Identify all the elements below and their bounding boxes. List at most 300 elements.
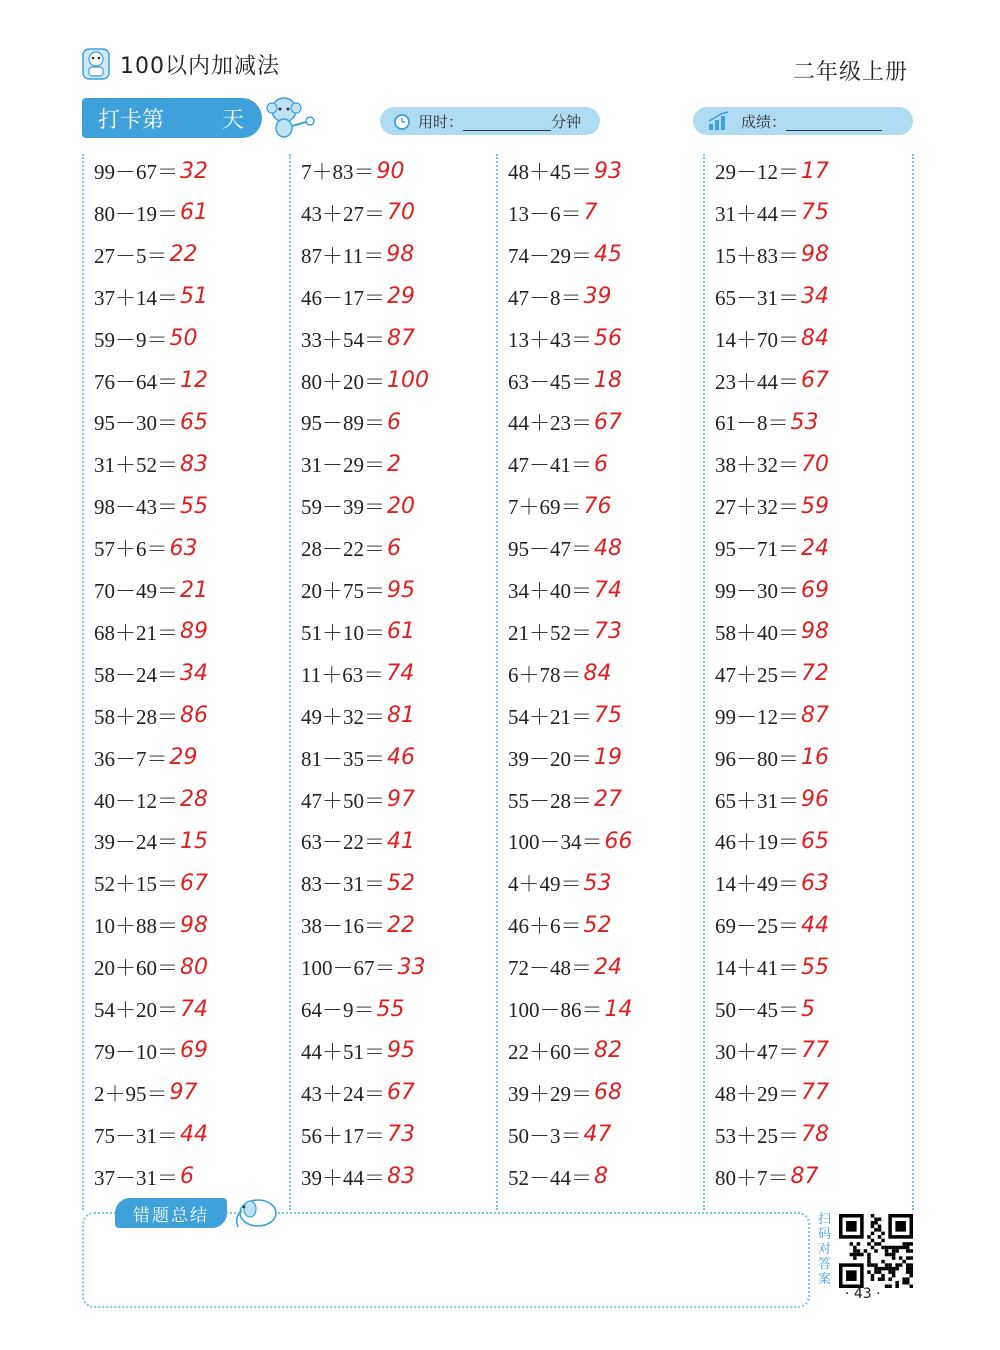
handwritten-answer: 39 (583, 284, 612, 310)
equation: 56＋17＝ (301, 1123, 385, 1148)
problem-row (94, 150, 208, 192)
equation: 59－9＝ (94, 327, 168, 352)
equation: 58＋40＝ (715, 620, 799, 645)
equation: 47－8＝ (508, 285, 582, 310)
grade-label: 二年级上册 (792, 60, 908, 85)
handwritten-answer: 41 (387, 828, 415, 854)
handwritten-answer: 82 (594, 1038, 622, 1064)
handwritten-answer: 28 (180, 787, 208, 812)
equation: 75－31＝ (94, 1123, 178, 1148)
handwritten-answer: 74 (594, 577, 622, 603)
handwritten-answer: 55 (376, 996, 405, 1022)
problem-row (301, 569, 415, 611)
handwritten-answer: 98 (801, 619, 829, 645)
handwritten-answer: 63 (801, 870, 829, 896)
equation: 59－39＝ (301, 495, 385, 520)
equation: 33＋54＝ (301, 327, 385, 352)
handwritten-answer: 50 (169, 326, 198, 352)
problem-row (94, 779, 208, 821)
problem-row (508, 401, 622, 443)
handwritten-answer: 22 (169, 242, 198, 268)
equation: 50－3＝ (508, 1123, 582, 1148)
column-divider (289, 154, 291, 1210)
problem-row (508, 485, 612, 527)
problem-row (508, 569, 622, 611)
equation: 2＋95＝ (94, 1081, 168, 1106)
equation: 87＋11＝ (301, 243, 385, 268)
handwritten-answer: 44 (801, 912, 829, 938)
equation: 44＋23＝ (508, 411, 592, 436)
equation: 54＋21＝ (508, 704, 592, 729)
problem-row (715, 569, 829, 611)
handwritten-answer: 73 (594, 619, 622, 645)
problem-row (715, 360, 829, 402)
problem-row (94, 737, 198, 779)
handwritten-answer: 87 (801, 703, 829, 729)
handwritten-answer: 2 (387, 451, 401, 477)
handwritten-answer: 80 (180, 954, 208, 980)
equation: 37＋14＝ (94, 285, 178, 310)
problem-row (94, 862, 208, 904)
equation: 7＋83＝ (301, 160, 375, 184)
handwritten-answer: 67 (801, 368, 829, 393)
problem-row (715, 904, 829, 946)
equation: 100－34＝ (508, 830, 603, 855)
problem-row (508, 779, 622, 821)
problem-row (301, 443, 401, 485)
equation: 13－6＝ (508, 201, 582, 226)
equation: 46＋6＝ (508, 914, 582, 939)
column-divider (82, 154, 84, 1210)
problem-row (508, 611, 622, 653)
equation: 11＋63＝ (301, 662, 385, 687)
equation: 21＋52＝ (508, 620, 592, 645)
equation: 83－31＝ (301, 872, 385, 897)
handwritten-answer: 47 (583, 1122, 612, 1148)
checkin-banner (82, 98, 262, 138)
equation: 22＋60＝ (508, 1039, 592, 1064)
handwritten-answer: 98 (180, 912, 208, 938)
handwritten-answer: 65 (180, 409, 208, 435)
time-blank[interactable] (463, 112, 551, 131)
problem-row (715, 779, 829, 821)
equation: 57＋6＝ (94, 537, 168, 562)
problem-row (508, 988, 633, 1030)
problem-row (508, 904, 612, 946)
handwritten-answer: 87 (387, 326, 415, 352)
handwritten-answer: 6 (594, 451, 608, 477)
equation: 39－20＝ (508, 746, 592, 771)
handwritten-answer: 75 (801, 200, 829, 226)
equation: 95－71＝ (715, 537, 799, 562)
problem-grid (82, 150, 914, 1210)
handwritten-answer: 77 (801, 1038, 829, 1064)
equation: 36－7＝ (94, 746, 168, 771)
handwritten-answer: 65 (801, 828, 829, 854)
problem-row (301, 737, 415, 779)
problem-row (508, 318, 622, 360)
handwritten-answer: 77 (801, 1080, 829, 1106)
handwritten-answer: 61 (387, 619, 415, 645)
equation: 15＋83＝ (715, 243, 799, 268)
handwritten-answer: 73 (387, 1122, 415, 1148)
checkin-day-label: 天 (221, 107, 244, 133)
problem-row (508, 443, 608, 485)
problem-row (715, 1072, 829, 1114)
column-divider (703, 154, 705, 1210)
problem-row (94, 988, 208, 1030)
equation: 27－5＝ (94, 243, 168, 268)
problem-row (301, 401, 401, 443)
problem-row (301, 946, 426, 988)
handwritten-answer: 18 (594, 368, 622, 393)
equation: 31＋52＝ (94, 453, 178, 478)
mistake-summary-label: 错题总结 (115, 1198, 227, 1228)
handwritten-answer: 6 (387, 409, 401, 435)
problem-row (301, 276, 415, 318)
problem-row (715, 737, 829, 779)
handwritten-answer: 21 (180, 577, 208, 603)
handwritten-answer: 69 (180, 1038, 208, 1064)
alarm-clock-icon (392, 111, 412, 131)
equation: 20＋75＝ (301, 579, 385, 603)
handwritten-answer: 48 (594, 535, 622, 561)
handwritten-answer: 67 (180, 870, 208, 896)
equation: 65＋31＝ (715, 788, 799, 813)
problem-row (301, 527, 401, 569)
handwritten-answer: 95 (387, 1038, 415, 1064)
equation: 100－67＝ (301, 956, 396, 981)
book-title: 100以内加减法 (120, 53, 280, 79)
problem-row (94, 443, 208, 485)
handwritten-answer: 93 (594, 158, 622, 184)
score-label: 成绩： (741, 112, 787, 131)
problem-row (94, 527, 198, 569)
handwritten-answer: 75 (594, 703, 622, 729)
time-field (380, 107, 600, 135)
problem-row (301, 904, 415, 946)
handwritten-answer: 46 (387, 745, 415, 771)
equation: 74－29＝ (508, 243, 592, 268)
problem-row (715, 443, 829, 485)
handwritten-answer: 55 (801, 954, 829, 980)
handwritten-answer: 53 (790, 409, 819, 435)
equation: 47＋25＝ (715, 662, 799, 687)
problem-row (301, 779, 415, 821)
handwritten-answer: 81 (387, 703, 415, 729)
header-left (80, 45, 280, 83)
handwritten-answer: 74 (180, 996, 208, 1022)
equation: 79－10＝ (94, 1039, 178, 1064)
equation: 65－31＝ (715, 285, 799, 310)
handwritten-answer: 84 (801, 326, 829, 352)
score-field (693, 107, 913, 135)
equation: 96－80＝ (715, 746, 799, 771)
equation: 47－41＝ (508, 453, 592, 478)
equation: 14＋49＝ (715, 872, 799, 897)
column-divider (912, 154, 914, 1210)
handwritten-answer: 15 (180, 828, 208, 854)
column-divider (496, 154, 498, 1210)
equation: 48＋29＝ (715, 1081, 799, 1106)
problem-row (508, 276, 612, 318)
equation: 39－24＝ (94, 830, 178, 855)
equation: 54＋20＝ (94, 998, 178, 1022)
handwritten-answer: 53 (583, 870, 612, 896)
equation: 46＋19＝ (715, 830, 799, 855)
equation: 38－16＝ (301, 914, 385, 939)
equation: 44＋51＝ (301, 1039, 385, 1064)
equation: 53＋25＝ (715, 1123, 799, 1148)
equation: 61－8＝ (715, 411, 789, 436)
equation: 80－19＝ (94, 201, 178, 226)
problem-row (715, 946, 829, 988)
monkey-mascot-icon (258, 94, 318, 140)
problem-row (94, 611, 208, 653)
problem-row (715, 1156, 819, 1198)
problem-row (301, 1030, 415, 1072)
problem-row (508, 695, 622, 737)
handwritten-answer: 72 (801, 661, 829, 687)
handwritten-answer: 74 (386, 661, 415, 687)
qr-code-icon[interactable] (839, 1214, 913, 1288)
problem-row (301, 820, 415, 862)
equation: 95－89＝ (301, 411, 385, 436)
handwritten-answer: 22 (387, 912, 415, 938)
handwritten-answer: 84 (583, 661, 612, 687)
handwritten-answer: 98 (386, 242, 415, 268)
handwritten-answer: 86 (180, 703, 208, 729)
handwritten-answer: 6 (387, 535, 401, 561)
handwritten-answer: 8 (594, 1164, 608, 1190)
equation: 99－30＝ (715, 579, 799, 603)
handwritten-answer: 32 (180, 158, 208, 184)
problem-row (715, 485, 829, 527)
problem-row (94, 695, 208, 737)
handwritten-answer: 55 (180, 493, 208, 519)
equation: 14＋70＝ (715, 327, 799, 352)
handwritten-answer: 24 (801, 535, 829, 561)
problem-row (94, 946, 208, 988)
equation: 27＋32＝ (715, 495, 799, 520)
equation: 14＋41＝ (715, 956, 799, 981)
handwritten-answer: 97 (169, 1080, 198, 1106)
equation: 31－29＝ (301, 453, 385, 478)
handwritten-answer: 44 (180, 1122, 208, 1148)
problem-row (94, 401, 208, 443)
equation: 28－22＝ (301, 537, 385, 562)
problem-row (715, 276, 829, 318)
problem-row (301, 485, 415, 527)
equation: 55－28＝ (508, 788, 592, 813)
equation: 30＋47＝ (715, 1039, 799, 1064)
handwritten-answer: 100 (387, 368, 429, 393)
handwritten-answer: 89 (180, 619, 208, 645)
handwritten-answer: 61 (180, 200, 208, 226)
equation: 72－48＝ (508, 956, 592, 981)
equation: 70－49＝ (94, 579, 178, 603)
equation: 100－86＝ (508, 998, 603, 1022)
equation: 80＋20＝ (301, 369, 385, 394)
problem-row (94, 653, 208, 695)
scan-instruction: 扫码对答案 (818, 1212, 832, 1287)
problem-row (301, 1156, 415, 1198)
handwritten-answer: 24 (594, 954, 622, 980)
time-label: 用时： (418, 112, 464, 131)
problem-row (715, 820, 829, 862)
time-unit: 分钟 (551, 112, 582, 131)
problem-row (508, 192, 598, 234)
score-blank[interactable] (786, 112, 882, 131)
equation: 58－24＝ (94, 662, 178, 687)
equation: 31＋44＝ (715, 201, 799, 226)
problem-row (715, 1114, 829, 1156)
mascot-logo-icon (80, 45, 112, 83)
handwritten-answer: 16 (801, 745, 829, 771)
handwritten-answer: 67 (594, 409, 622, 435)
problem-row (94, 234, 198, 276)
equation: 20＋60＝ (94, 956, 178, 981)
equation: 52－44＝ (508, 1165, 592, 1190)
handwritten-answer: 52 (387, 870, 415, 896)
problem-row (715, 695, 829, 737)
handwritten-answer: 27 (594, 787, 622, 812)
handwritten-answer: 87 (790, 1164, 819, 1190)
handwritten-answer: 70 (801, 451, 829, 477)
handwritten-answer: 63 (169, 535, 198, 561)
handwritten-answer: 70 (387, 200, 415, 226)
handwritten-answer: 51 (180, 284, 208, 310)
problem-row (301, 695, 415, 737)
equation: 37－31＝ (94, 1165, 178, 1190)
handwritten-answer: 5 (801, 996, 815, 1022)
problem-row (508, 234, 622, 276)
equation: 39＋29＝ (508, 1081, 592, 1106)
problem-row (715, 401, 819, 443)
equation: 51＋10＝ (301, 620, 385, 645)
handwritten-answer: 12 (180, 368, 208, 393)
handwritten-answer: 59 (801, 493, 829, 519)
problem-row (94, 569, 208, 611)
handwritten-answer: 29 (387, 284, 415, 310)
equation: 13＋43＝ (508, 327, 592, 352)
equation: 43＋24＝ (301, 1081, 385, 1106)
equation: 34＋40＝ (508, 579, 592, 603)
problem-row (94, 192, 208, 234)
handwritten-answer: 34 (180, 661, 208, 687)
problem-row (301, 988, 405, 1030)
problem-row (508, 653, 612, 695)
equation: 95－47＝ (508, 537, 592, 562)
page-number: · 43 · (845, 1286, 881, 1302)
equation: 4＋49＝ (508, 872, 582, 897)
handwritten-answer: 95 (387, 577, 415, 603)
handwritten-answer: 45 (594, 242, 622, 268)
equation: 80＋7＝ (715, 1165, 789, 1190)
equation: 58＋28＝ (94, 704, 178, 729)
problem-row (94, 1072, 198, 1114)
problem-row (508, 820, 633, 862)
problem-row (94, 276, 208, 318)
problem-row (715, 192, 829, 234)
problem-row (94, 1114, 208, 1156)
problem-row (508, 360, 622, 402)
checkin-label: 打卡第 (98, 107, 165, 133)
handwritten-answer: 17 (801, 158, 829, 184)
handwritten-answer: 97 (387, 787, 415, 812)
equation: 50－45＝ (715, 998, 799, 1022)
handwritten-answer: 69 (801, 577, 829, 603)
equation: 76－64＝ (94, 369, 178, 394)
handwritten-answer: 7 (583, 200, 598, 226)
equation: 47＋50＝ (301, 788, 385, 813)
equation: 68＋21＝ (94, 620, 178, 645)
handwritten-answer: 34 (801, 284, 829, 310)
problem-row (301, 192, 415, 234)
problem-row (508, 150, 622, 192)
equation: 29－12＝ (715, 160, 799, 184)
handwritten-answer: 96 (801, 787, 829, 812)
equation: 43＋27＝ (301, 201, 385, 226)
handwritten-answer: 6 (180, 1164, 194, 1190)
handwritten-answer: 83 (180, 451, 208, 477)
handwritten-answer: 76 (583, 493, 612, 519)
handwritten-answer: 33 (397, 954, 426, 980)
problem-row (301, 234, 414, 276)
equation: 81－35＝ (301, 746, 385, 771)
equation: 46－17＝ (301, 285, 385, 310)
problem-row (94, 1156, 194, 1198)
equation: 39＋44＝ (301, 1165, 385, 1190)
problem-row (301, 611, 415, 653)
bar-chart-icon (707, 111, 731, 131)
problem-row (301, 653, 414, 695)
problem-row (715, 234, 829, 276)
problem-row (715, 318, 829, 360)
problem-row (508, 1030, 622, 1072)
equation: 52＋15＝ (94, 872, 178, 897)
equation: 98－43＝ (94, 495, 178, 520)
elephant-icon (230, 1195, 282, 1231)
handwritten-answer: 67 (387, 1080, 415, 1106)
equation: 6＋78＝ (508, 662, 582, 687)
problem-row (715, 1030, 829, 1072)
equation: 48＋45＝ (508, 160, 592, 184)
handwritten-answer: 66 (604, 828, 633, 854)
equation: 99－12＝ (715, 704, 799, 729)
problem-row (715, 988, 815, 1030)
equation: 99－67＝ (94, 160, 178, 184)
problem-row (94, 904, 208, 946)
equation: 95－30＝ (94, 411, 178, 436)
problem-row (715, 653, 829, 695)
handwritten-answer: 98 (801, 242, 829, 268)
equation: 7＋69＝ (508, 495, 582, 520)
handwritten-answer: 90 (376, 158, 405, 184)
handwritten-answer: 14 (604, 996, 633, 1022)
handwritten-answer: 68 (594, 1080, 622, 1106)
problem-row (94, 485, 208, 527)
problem-row (94, 318, 198, 360)
equation: 63－22＝ (301, 830, 385, 855)
problem-row (508, 862, 612, 904)
equation: 23＋44＝ (715, 369, 799, 394)
equation: 10＋88＝ (94, 914, 178, 939)
problem-row (715, 150, 829, 192)
equation: 49＋32＝ (301, 704, 385, 729)
handwritten-answer: 19 (594, 745, 622, 771)
handwritten-answer: 29 (169, 745, 198, 771)
